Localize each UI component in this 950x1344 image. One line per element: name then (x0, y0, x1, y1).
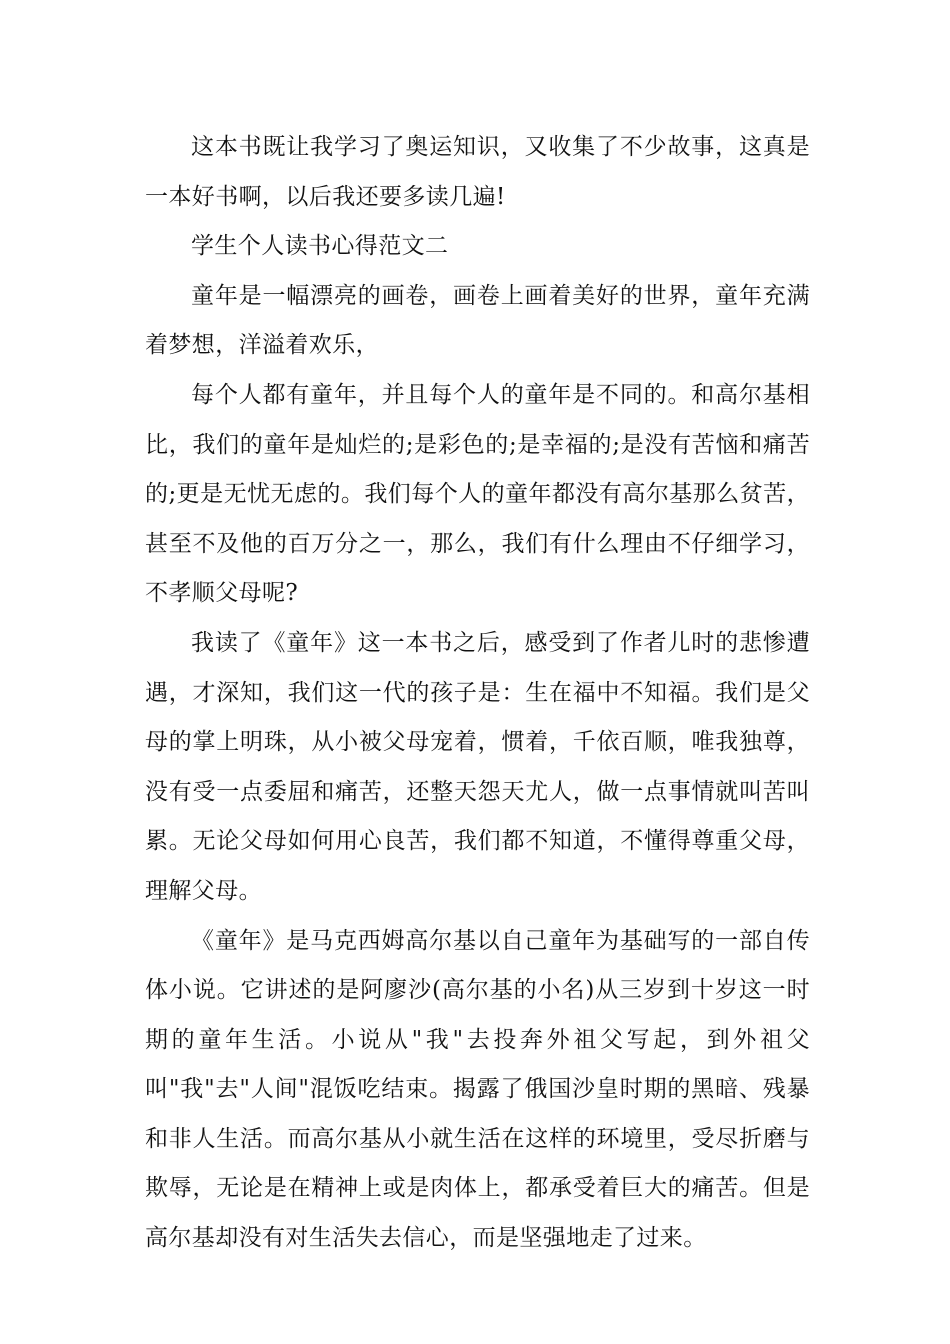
section-heading: 学生个人读书心得范文二 (191, 233, 449, 260)
paragraph-book-praise: 这本书既让我学习了奥运知识，又收集了不少故事，这真是一本好书啊，以后我还要多读几遍! (145, 134, 810, 210)
paragraph-childhood-scroll: 童年是一幅漂亮的画卷，画卷上画着美好的世界，童年充满着梦想，洋溢着欢乐， (145, 282, 810, 359)
paragraph-novel-summary: 《童年》是马克西姆高尔基以自己童年为基础写的一部自传体小说。它讲述的是阿廖沙(高尔基的小名)从三岁到十岁这一时期的童年生活。小说从"我"去投奔外祖父写起，到外祖父叫"我"去"人间"混饭吃结束。揭露了俄国沙皇时期的黑暗、残暴和非人生活。而高尔基从小就生活在这样的环境里，受尽折磨与欺辱，无论是在精神上或是肉体上，都承受着巨大的痛苦。但是高尔基却没有对生活失去信心，而是坚强地走了过来。 (145, 927, 810, 1252)
document-body (145, 123, 810, 1264)
paragraph-reflection: 我读了《童年》这一本书之后，感受到了作者儿时的悲惨遭遇，才深知，我们这一代的孩子是：生在福中不知福。我们是父母的掌上明珠，从小被父母宠着，惯着，千依百顺，唯我独尊，没有受一点委屈和痛苦，还整天怨天尤人，做一点事情就叫苦叫累。无论父母如何用心良苦，我们都不知道，不懂得尊重父母，理解父母。 (145, 629, 810, 904)
paragraph-compare-gorky: 每个人都有童年，并且每个人的童年是不同的。和高尔基相比，我们的童年是灿烂的;是彩色的;是幸福的;是没有苦恼和痛苦的;更是无忧无虑的。我们每个人的童年都没有高尔基那么贫苦，甚至不及他的百万分之一，那么，我们有什么理由不仔细学习，不孝顺父母呢? (145, 381, 810, 607)
